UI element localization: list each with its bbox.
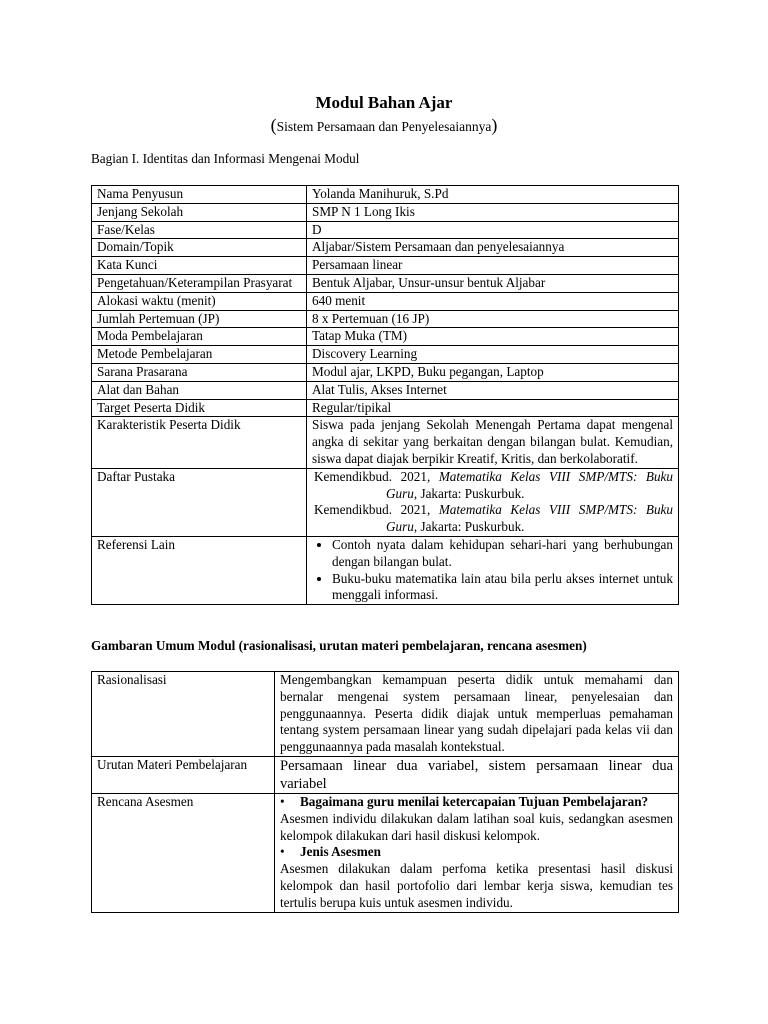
table-row (92, 672, 679, 757)
table-row (92, 186, 679, 204)
document-subtitle (0, 115, 768, 137)
row-label: Jumlah Pertemuan (JP) (92, 310, 307, 328)
row-value: Persamaan linear (307, 257, 679, 275)
table-row (92, 274, 679, 292)
row-label: Fase/Kelas (92, 221, 307, 239)
reference-title: Matematika Kelas VIII SMP/MTS: Buku Guru (386, 502, 673, 535)
row-label: Nama Penyusun (92, 186, 307, 204)
row-value: Regular/tipikal (307, 399, 679, 417)
table-row (92, 417, 679, 468)
table-row (92, 399, 679, 417)
subtitle-text: Sistem Persamaan dan Penyelesaiannya (276, 119, 492, 134)
table-row-referensi-lain (92, 536, 679, 604)
row-value: Alat Tulis, Akses Internet (307, 381, 679, 399)
row-value: Mengembangkan kemampuan peserta didik untuk memahami dan bernalar mengenai system persamaan linear, penyelesaian dan penggunaannya. Peserta didik diajak untuk memperluas pemahaman tentang system persamaan linear yang sudah dipelajari pada kelas vii dan penggunaannya pada masalah kontekstual. (275, 672, 679, 757)
table-row (92, 221, 679, 239)
reference-item (312, 469, 673, 503)
row-label: Karakteristik Peserta Didik (92, 417, 307, 468)
list-item: • Contoh nyata dalam kehidupan sehari-hari yang berhubungan dengan bilangan bulat. (332, 537, 673, 571)
table-row (92, 756, 679, 793)
section-heading-identity: Bagian I. Identitas dan Informasi Mengenai Modul (91, 151, 360, 166)
table-row (92, 257, 679, 275)
row-label: Sarana Prasarana (92, 363, 307, 381)
row-value: SMP N 1 Long Ikis (307, 203, 679, 221)
table-row (92, 328, 679, 346)
assessment-question: • Bagaimana guru menilai ketercapaian Tujuan Pembelajaran? (280, 794, 673, 811)
reference-publisher: , Jakarta: Puskurbuk. (413, 485, 525, 501)
table-row (92, 793, 679, 912)
row-value: Yolanda Manihuruk, S.Pd (307, 186, 679, 204)
reference-author: Kemendikbud. 2021, (314, 502, 439, 518)
table-row (92, 310, 679, 328)
table-row (92, 292, 679, 310)
assessment-answer: Asesmen individu dilakukan dalam latihan soal kuis, sedangkan asesmen kelompok dilakukan dari hasil diskusi kelompok. (280, 810, 673, 843)
row-label: Pengetahuan/Keterampilan Prasyarat (92, 274, 307, 292)
row-label: Alat dan Bahan (92, 381, 307, 399)
assessment-answer: Asesmen dilakukan dalam perfoma ketika presentasi hasil diskusi kelompok dan hasil portofolio dari lembar kerja siswa, kemudian tes tertulis berupa kuis untuk asesmen individu. (280, 861, 673, 910)
row-value: Bentuk Aljabar, Unsur-unsur bentuk Aljabar (307, 274, 679, 292)
row-value: Tatap Muka (TM) (307, 328, 679, 346)
row-value: 8 x Pertemuan (16 JP) (307, 310, 679, 328)
row-label: Referensi Lain (92, 536, 307, 604)
reference-list (307, 468, 679, 536)
table-row (92, 363, 679, 381)
row-value: Siswa pada jenjang Sekolah Menengah Pertama dapat mengenal angka di sekitar yang berkaitan dengan bilangan bulat. Kemudian, siswa dapat diajak berpikir Kreatif, Kritis, dan berkolaboratif. (307, 417, 679, 468)
reference-item (312, 502, 673, 536)
subtitle-open-paren: ( (270, 115, 277, 135)
overview-table (91, 671, 679, 913)
row-label: Kata Kunci (92, 257, 307, 275)
section-heading-overview: Gambaran Umum Modul (rasionalisasi, urutan materi pembelajaran, rencana asesmen) (91, 638, 587, 653)
document-title: Modul Bahan Ajar (315, 93, 453, 112)
table-row-daftar-pustaka (92, 468, 679, 536)
row-value: 640 menit (307, 292, 679, 310)
row-label: Jenjang Sekolah (92, 203, 307, 221)
subtitle-close-paren: ) (491, 115, 498, 135)
row-label: Target Peserta Didik (92, 399, 307, 417)
row-value (275, 793, 679, 912)
reference-publisher: , Jakarta: Puskurbuk. (413, 519, 525, 535)
row-label: Metode Pembelajaran (92, 346, 307, 364)
table-row (92, 346, 679, 364)
row-value: Discovery Learning (307, 346, 679, 364)
row-label: Domain/Topik (92, 239, 307, 257)
bullet-list (312, 537, 673, 604)
reference-title: Matematika Kelas VIII SMP/MTS: Buku Guru (386, 468, 673, 501)
table-row (92, 203, 679, 221)
row-value: Aljabar/Sistem Persamaan dan penyelesaiannya (307, 239, 679, 257)
row-value (307, 536, 679, 604)
row-label: Daftar Pustaka (92, 468, 307, 536)
assessment-question: • Jenis Asesmen (280, 844, 673, 861)
row-value: Persamaan linear dua variabel, sistem persamaan linear dua variabel (275, 756, 679, 793)
row-label: Alokasi waktu (menit) (92, 292, 307, 310)
row-label: Urutan Materi Pembelajaran (92, 756, 275, 793)
row-value: D (307, 221, 679, 239)
table-row (92, 381, 679, 399)
row-label: Rasionalisasi (92, 672, 275, 757)
row-label: Rencana Asesmen (92, 793, 275, 912)
reference-author: Kemendikbud. 2021, (314, 468, 439, 484)
table-row (92, 239, 679, 257)
row-label: Moda Pembelajaran (92, 328, 307, 346)
list-item: • Buku-buku matematika lain atau bila perlu akses internet untuk menggali informasi. (332, 571, 673, 605)
row-value: Modul ajar, LKPD, Buku pegangan, Laptop (307, 363, 679, 381)
identity-table (91, 185, 679, 605)
